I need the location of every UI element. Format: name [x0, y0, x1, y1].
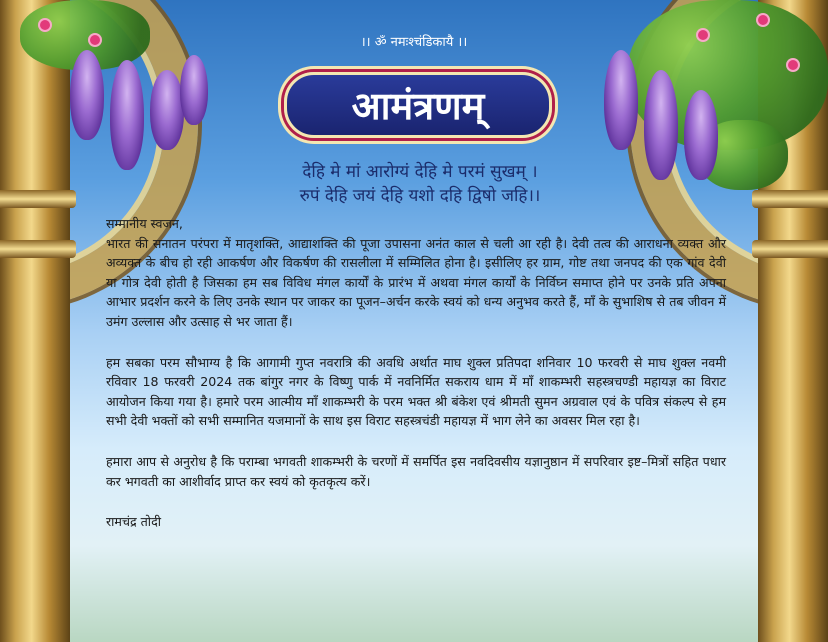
invitation-letter — [106, 214, 726, 532]
wisteria-flower-left-3 — [150, 70, 184, 150]
invocation-text: ।। ॐ नमःश्चंडिकायै ।। — [360, 35, 468, 50]
pink-blossom — [788, 60, 798, 70]
paragraph-3: हमारा आप से अनुरोध है कि पराम्बा भगवती शाकम्भरी के चरणों में समर्पित इस नवदिवसीय यज्ञानुष्ठान में सपरिवार इष्ट–मित्रों सहित पधार कर भगवती का आशीर्वाद प्राप्त कर स्वयं को कृतकृत्य करें। — [106, 453, 726, 489]
pink-blossom — [758, 15, 768, 25]
shloka-line-1: देहि मे मां आरोग्यं देहि मे परमं सुखम् । — [302, 162, 538, 182]
paragraph-2: हम सबका परम सौभाग्य है कि आगामी गुप्त नवरात्रि की अवधि अर्थात माघ शुक्ल प्रतिपदा शनिवार 10 फरवरी से माघ शुक्ल नवमी रविवार 18 फरवरी 2024 तक बांगुर नगर के विष्णु पार्क में नवनिर्मित सकराय धाम में माँ शाकम्भरी सहस्त्रचण्डी महायज्ञ का विराट आयोजन किया गया है। हमारे परम आत्मीय माँ शाकम्भरी के परम भक्त श्री बंकेश एवं श्रीमती सुमन अग्रवाल एवं के पवित्र संकल्प से हम सभी देवी भक्तों को सभी सम्मानित यजमानों के साथ इस विराट सहस्त्रचंडी महायज्ञ में भाग लेने का अवसर मिल रहा है। — [106, 354, 726, 429]
wisteria-flower-left — [70, 50, 104, 140]
salutation: सम्मानीय स्वजन, — [106, 216, 183, 231]
wisteria-flower-left-2 — [110, 60, 144, 170]
page-title: आमंत्रणम् — [351, 84, 485, 128]
pink-blossom — [40, 20, 50, 30]
shloka-verse — [150, 160, 690, 208]
title-plaque — [284, 72, 552, 138]
shloka-line-2: रुपं देहि जयं देहि यशो दहि द्विषो जहि।। — [299, 186, 541, 206]
golden-pillar-left — [0, 0, 70, 642]
signature: रामचंद्र तोदी — [106, 514, 162, 530]
wisteria-flower-left-4 — [180, 55, 208, 125]
wisteria-flower-right — [604, 50, 638, 150]
paragraph-1: भारत की सनातन परंपरा में मातृशक्ति, आद्याशक्ति की पूजा उपासना अनंत काल से चली आ रही है। देवी तत्व की आराधना व्यक्त और अव्यक्त के बीच हो रही आकर्षण और विकर्षण की रासलीला में सम्मिलित होना है। इसीलिए हर ग्राम, गोष्ट तथा जनपद की एक गांव देवी या गोत्र देवी होती है जिसका हम सब विविध मंगल कार्यों के प्रारंभ में अथवा मंगल कार्यों के निर्विघ्न समाप्त होने पर उनके प्रति अपना आभार प्रदर्शन करने के लिए उनके स्थान पर जाकर का पूजन–अर्चन करके स्वयं को धन्य अनुभव करते हैं, माँ के सुभाशिष से तब जीवन में उमंग उल्लास और उत्साह से भर जाता हैं। — [106, 235, 726, 329]
